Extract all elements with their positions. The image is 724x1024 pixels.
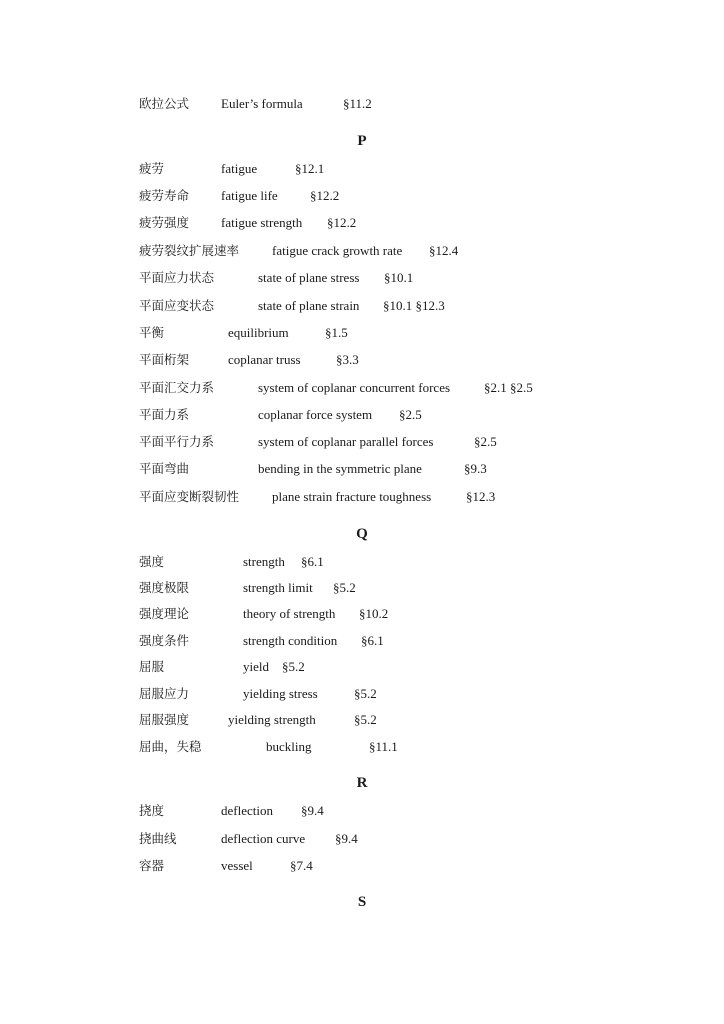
entry-section-ref: §12.4 <box>429 243 459 258</box>
entry-english-term: bending in the symmetric plane <box>258 461 422 476</box>
entry-chinese-term: 强度条件 <box>139 633 190 648</box>
entry-chinese-term: 疲劳 <box>139 161 165 176</box>
entry-section-ref: §3.3 <box>336 352 359 367</box>
entry-section-ref: §2.5 <box>474 434 497 449</box>
entry-section-ref: §6.1 <box>301 554 324 569</box>
entry-english-term: deflection curve <box>221 831 306 846</box>
entry-section-ref: §12.3 <box>466 489 496 504</box>
section-letter-heading: Q <box>356 526 368 542</box>
entry-section-ref: §6.1 <box>361 633 384 648</box>
entry-english-term: Euler’s formula <box>221 96 303 111</box>
entry-english-term: strength limit <box>243 580 313 595</box>
entry-section-ref: §5.2 <box>282 659 305 674</box>
entry-chinese-term: 平面弯曲 <box>139 461 190 476</box>
entry-english-term: coplanar truss <box>228 352 301 367</box>
entry-section-ref: §5.2 <box>354 712 377 727</box>
entry-section-ref: §10.1 §12.3 <box>383 298 445 313</box>
entry-english-term: system of coplanar parallel forces <box>258 434 434 449</box>
entry-english-term: equilibrium <box>228 325 289 340</box>
entry-english-term: fatigue <box>221 161 258 176</box>
entry-english-term: deflection <box>221 803 273 818</box>
entry-english-term: yielding stress <box>243 686 318 701</box>
entry-section-ref: §2.1 §2.5 <box>484 380 533 395</box>
entry-chinese-term: 容器 <box>139 858 165 873</box>
entry-chinese-term: 平面应变断裂韧性 <box>139 489 240 504</box>
entry-english-term: state of plane strain <box>258 298 360 313</box>
entry-section-ref: §5.2 <box>333 580 356 595</box>
entry-chinese-term: 平面平行力系 <box>139 434 215 449</box>
entry-english-term: fatigue life <box>221 188 278 203</box>
entry-chinese-term: 疲劳寿命 <box>139 188 190 203</box>
entry-section-ref: §9.4 <box>335 831 358 846</box>
entry-section-ref: §11.2 <box>343 96 372 111</box>
entry-chinese-term: 强度极限 <box>139 580 190 595</box>
entry-english-term: theory of strength <box>243 606 336 621</box>
entry-section-ref: §2.5 <box>399 407 422 422</box>
entry-chinese-term: 屈曲，失稳 <box>139 739 202 754</box>
entry-english-term: vessel <box>221 858 253 873</box>
entry-chinese-term: 挠曲线 <box>139 831 177 846</box>
entry-chinese-term: 强度理论 <box>139 606 190 621</box>
entry-english-term: fatigue strength <box>221 215 303 230</box>
entry-chinese-term: 欧拉公式 <box>139 96 190 111</box>
section-letter-heading: R <box>356 775 368 791</box>
entry-chinese-term: 疲劳裂纹扩展速率 <box>139 243 240 258</box>
entry-section-ref: §11.1 <box>369 739 398 754</box>
entry-chinese-term: 屈服 <box>139 659 165 674</box>
entry-section-ref: §12.2 <box>327 215 357 230</box>
entry-section-ref: §9.3 <box>464 461 487 476</box>
entry-english-term: coplanar force system <box>258 407 373 422</box>
entry-english-term: state of plane stress <box>258 270 360 285</box>
entry-chinese-term: 屈服强度 <box>139 712 190 727</box>
entry-section-ref: §12.1 <box>295 161 325 176</box>
section-letter-heading: S <box>357 894 367 910</box>
entry-chinese-term: 平面应变状态 <box>139 298 215 313</box>
entry-english-term: plane strain fracture toughness <box>272 489 432 504</box>
entry-chinese-term: 挠度 <box>139 803 165 818</box>
entry-english-term: buckling <box>266 739 312 754</box>
entry-chinese-term: 平面汇交力系 <box>139 380 215 395</box>
entry-english-term: system of coplanar concurrent forces <box>258 380 451 395</box>
entry-chinese-term: 屈服应力 <box>139 686 190 701</box>
entry-section-ref: §12.2 <box>310 188 340 203</box>
entry-english-term: yield <box>243 659 269 674</box>
entry-english-term: strength condition <box>243 633 338 648</box>
section-letter-heading: P <box>357 133 367 149</box>
entry-english-term: yielding strength <box>228 712 316 727</box>
entry-section-ref: §7.4 <box>290 858 313 873</box>
entry-section-ref: §10.1 <box>384 270 414 285</box>
entry-section-ref: §5.2 <box>354 686 377 701</box>
entry-english-term: strength <box>243 554 285 569</box>
entry-english-term: fatigue crack growth rate <box>272 243 403 258</box>
entry-chinese-term: 平面桁架 <box>139 352 190 367</box>
entry-chinese-term: 强度 <box>139 554 165 569</box>
entry-section-ref: §9.4 <box>301 803 324 818</box>
entry-chinese-term: 疲劳强度 <box>139 215 190 230</box>
entry-chinese-term: 平面应力状态 <box>139 270 215 285</box>
entry-chinese-term: 平面力系 <box>139 407 190 422</box>
entry-chinese-term: 平衡 <box>139 325 165 340</box>
entry-section-ref: §1.5 <box>325 325 348 340</box>
entry-section-ref: §10.2 <box>359 606 389 621</box>
